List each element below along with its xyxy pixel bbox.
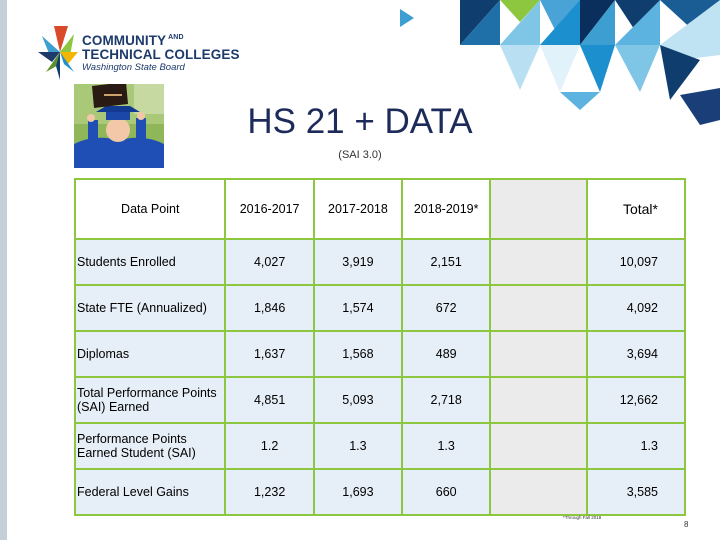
table-cell: 1,574 (315, 286, 403, 332)
table-cell-blank (491, 424, 587, 470)
table-cell-blank (491, 240, 587, 286)
header-year-2017-2018: 2017-2018 (315, 180, 403, 240)
table-cell: 4,027 (226, 240, 314, 286)
table-row (76, 378, 684, 424)
left-edge-bar (0, 0, 7, 540)
table-row (76, 332, 684, 378)
logo-line2: TECHNICAL COLLEGES (82, 46, 240, 62)
table-cell: 1,568 (315, 332, 403, 378)
header-year-2016-2017: 2016-2017 (226, 180, 314, 240)
table-cell-blank (491, 470, 587, 514)
table-cell: 2,151 (403, 240, 491, 286)
header-data-point: Data Point (76, 180, 226, 240)
table-cell: 489 (403, 332, 491, 378)
logo-line3: Washington State Board (82, 62, 185, 73)
table-cell-blank (491, 286, 587, 332)
table-cell: 1,693 (315, 470, 403, 514)
table-cell-total: 1.3 (588, 424, 684, 470)
table-cell: 672 (403, 286, 491, 332)
table-cell-blank (491, 332, 587, 378)
row-label: Total Performance Points (SAI) Earned (76, 378, 226, 424)
logo-wordmark (82, 34, 240, 73)
row-label: Federal Level Gains (76, 470, 226, 514)
table-cell: 1.3 (403, 424, 491, 470)
table-cell-total: 3,585 (588, 470, 684, 514)
header-blank (491, 180, 587, 240)
table-cell: 4,851 (226, 378, 314, 424)
table-cell: 1.2 (226, 424, 314, 470)
table-header-row (76, 180, 684, 240)
graduate-photo (74, 84, 164, 168)
table-cell: 1.3 (315, 424, 403, 470)
slide-title: HS 21 + DATA (247, 102, 473, 141)
row-label: Diplomas (76, 332, 226, 378)
header-total: Total* (588, 180, 684, 240)
header-year-2018-2019: 2018-2019* (403, 180, 491, 240)
row-label: State FTE (Annualized) (76, 286, 226, 332)
table-cell: 1,846 (226, 286, 314, 332)
logo-line1: COMMUNITY (82, 33, 167, 48)
row-label: Students Enrolled (76, 240, 226, 286)
table-row (76, 470, 684, 514)
data-table (74, 178, 686, 516)
table-cell-total: 12,662 (588, 378, 684, 424)
table-cell-total: 4,092 (588, 286, 684, 332)
table-cell: 1,232 (226, 470, 314, 514)
slide-subtitle: (SAI 3.0) (338, 149, 382, 161)
table-footnote: *Through Fall 2018 (563, 515, 602, 520)
table-cell: 660 (403, 470, 491, 514)
table-cell: 2,718 (403, 378, 491, 424)
table-row (76, 424, 684, 470)
row-label: Performance Points Earned Student (SAI) (76, 424, 226, 470)
table-cell-blank (491, 378, 587, 424)
logo-and: AND (168, 34, 184, 41)
table-row (76, 240, 684, 286)
table-cell-total: 3,694 (588, 332, 684, 378)
table-cell: 5,093 (315, 378, 403, 424)
table-cell: 1,637 (226, 332, 314, 378)
table-cell-total: 10,097 (588, 240, 684, 286)
page-number: 8 (684, 520, 689, 529)
table-row (76, 286, 684, 332)
play-arrow-icon (400, 9, 414, 27)
table-cell: 3,919 (315, 240, 403, 286)
